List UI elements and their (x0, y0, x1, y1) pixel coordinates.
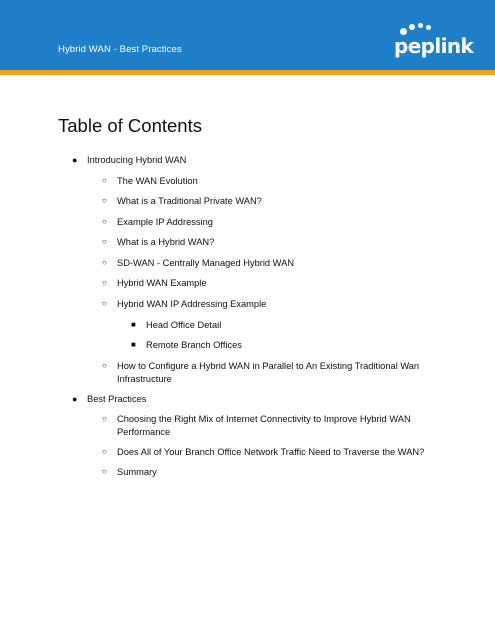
toc-item-branch-traffic[interactable]: Does All of Your Branch Office Network Traffic Need to Traverse the WAN? (117, 447, 425, 457)
toc-item-introducing-hybrid-wan[interactable]: Introducing Hybrid WAN (87, 155, 187, 165)
toc-item-internet-connectivity-mix[interactable]: Choosing the Right Mix of Internet Connectivity to Improve Hybrid WAN (117, 414, 411, 424)
logo-dot (418, 23, 423, 28)
bullet-icon: ● (72, 155, 78, 165)
toc-item-sd-wan[interactable]: SD-WAN - Centrally Managed Hybrid WAN (117, 258, 295, 268)
toc-item-example-ip-addressing[interactable]: Example IP Addressing (117, 217, 213, 227)
bullet-icon: ○ (102, 278, 107, 287)
bullet-icon: ● (72, 394, 78, 404)
bullet-icon: ○ (102, 176, 107, 185)
page-title: Table of Contents (58, 115, 202, 136)
toc-item-hybrid-wan-ip-addressing[interactable]: Hybrid WAN IP Addressing Example (117, 299, 267, 309)
toc-item-remote-branch-offices[interactable]: Remote Branch Offices (146, 340, 242, 350)
bullet-icon: ○ (102, 467, 107, 476)
bullet-icon: ○ (102, 217, 107, 226)
toc-item-summary[interactable]: Summary (117, 467, 157, 477)
logo-text: peplink (394, 34, 474, 58)
peplink-logo (394, 22, 474, 62)
toc-item-configure-hybrid-wan[interactable]: How to Configure a Hybrid WAN in Parallel to An Existing Traditional Wan (117, 361, 420, 371)
toc-item-what-is-hybrid-wan[interactable]: What is a Hybrid WAN? (117, 237, 215, 247)
header-title: Hybrid WAN - Best Practices (58, 44, 182, 55)
bullet-icon: ○ (102, 361, 107, 370)
bullet-icon: ○ (102, 196, 107, 205)
bullet-icon: ○ (102, 299, 107, 308)
toc-item-wan-evolution[interactable]: The WAN Evolution (117, 176, 198, 186)
toc-item-traditional-private-wan[interactable]: What is a Traditional Private WAN? (117, 196, 262, 206)
toc-item-best-practices[interactable]: Best Practices (87, 394, 147, 404)
bullet-icon: ○ (102, 414, 107, 423)
bullet-icon: ○ (102, 258, 107, 267)
toc-item-hybrid-wan-example[interactable]: Hybrid WAN Example (117, 278, 207, 288)
logo-dot (409, 24, 415, 30)
bullet-icon: ■ (131, 320, 136, 329)
toc-item-configure-hybrid-wan-cont[interactable]: Infrastructure (117, 374, 172, 384)
header-accent-stripe (0, 70, 495, 75)
logo-dot (426, 25, 431, 30)
bullet-icon: ○ (102, 237, 107, 246)
page-header (0, 0, 495, 70)
toc-item-head-office-detail[interactable]: Head Office Detail (146, 320, 222, 330)
bullet-icon: ■ (131, 340, 136, 349)
bullet-icon: ○ (102, 447, 107, 456)
toc-item-internet-connectivity-mix-cont[interactable]: Performance (117, 427, 171, 437)
